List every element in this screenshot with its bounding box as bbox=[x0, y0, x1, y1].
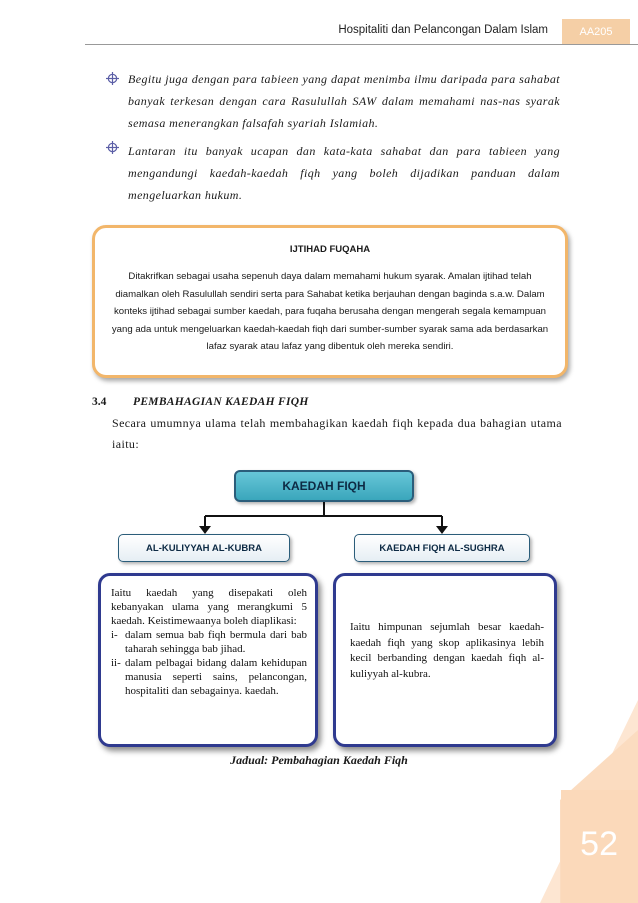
bullet-paragraph-2: Lantaran itu banyak ucapan dan kata-kata sahabat dan para tabieen yang mengandungi kaedah-kaedah fiqh yang boleh dijadikan panduan dalam mengeluarkan hukum. bbox=[128, 144, 560, 202]
kaedah-fiqh-node: KAEDAH FIQH bbox=[234, 470, 414, 502]
al-sughra-text: Iaitu himpunan sejumlah besar kaedah-kaedah fiqh yang skop aplikasinya lebih kecil berbanding dengan kaedah fiqh al-kuliyyah al-kubra. bbox=[350, 621, 544, 680]
al-sughra-card bbox=[333, 573, 557, 747]
list-item bbox=[111, 656, 307, 698]
ijtihad-title: IJTIHAD FUQAHA bbox=[289, 244, 371, 255]
list-item-text: dalam pelbagai bidang dalam kehidupan manusia seperti sains, pelancongan, hospitaliti dan sebagainya. kaedah. bbox=[125, 657, 307, 697]
header-title: Hospitaliti dan Pelancongan Dalam Islam bbox=[338, 24, 548, 36]
page-number: 52 bbox=[580, 825, 618, 863]
course-code-badge: AA205 bbox=[562, 19, 630, 45]
list-item-text: dalam semua bab fiqh bermula dari bab taharah sehingga bab jihad. bbox=[125, 629, 307, 655]
bullet-paragraph-1: Begitu juga dengan para tabieen yang dapat menimba ilmu daripada para sahabat banyak terkesan dengan cara Rasulullah SAW dalam memahami nas-nas syarak semasa menerangkan falsafah syariah Islamiah. bbox=[128, 72, 560, 130]
list-marker: ii- bbox=[111, 657, 121, 669]
list-item bbox=[111, 628, 307, 656]
section-title: PEMBAHAGIAN KAEDAH FIQH bbox=[133, 396, 309, 408]
diagram-caption: Jadual: Pembahagian Kaedah Fiqh bbox=[230, 753, 408, 767]
al-kuliyyah-intro: Iaitu kaedah yang disepakati oleh kebanyakan ulama yang merangkumi 5 kaedah. Keistimewaanya boleh diaplikasi: bbox=[111, 587, 307, 627]
list-marker: i- bbox=[111, 629, 118, 641]
al-kuliyyah-card bbox=[98, 573, 318, 747]
al-kuliyyah-node: AL-KULIYYAH AL-KUBRA bbox=[118, 534, 290, 562]
section-number: 3.4 bbox=[92, 396, 107, 408]
section-body: Secara umumnya ulama telah membahagikan kaedah fiqh kepada dua bahagian utama iaitu: bbox=[112, 416, 562, 451]
ijtihad-body: Ditakrifkan sebagai usaha sepenuh daya dalam memahami hukum syarak. Amalan ijtihad telah diamalkan oleh Rasulullah sendiri serta para Sahabat ketika berjauhan dengan baginda s.a.w. Dalam konteks ijtihad sebagai sumber kaedah, para fuqaha berusaha dengan mengerah segala kemampuan yang ada untuk mengeluarkan kaedah-kaedah fiqh dari sumber-sumber syarak sama ada berdasarkan lafaz syarak atau lafaz yang dibentuk oleh mereka sendiri. bbox=[111, 271, 549, 352]
al-sughra-node: KAEDAH FIQH AL-SUGHRA bbox=[354, 534, 530, 562]
